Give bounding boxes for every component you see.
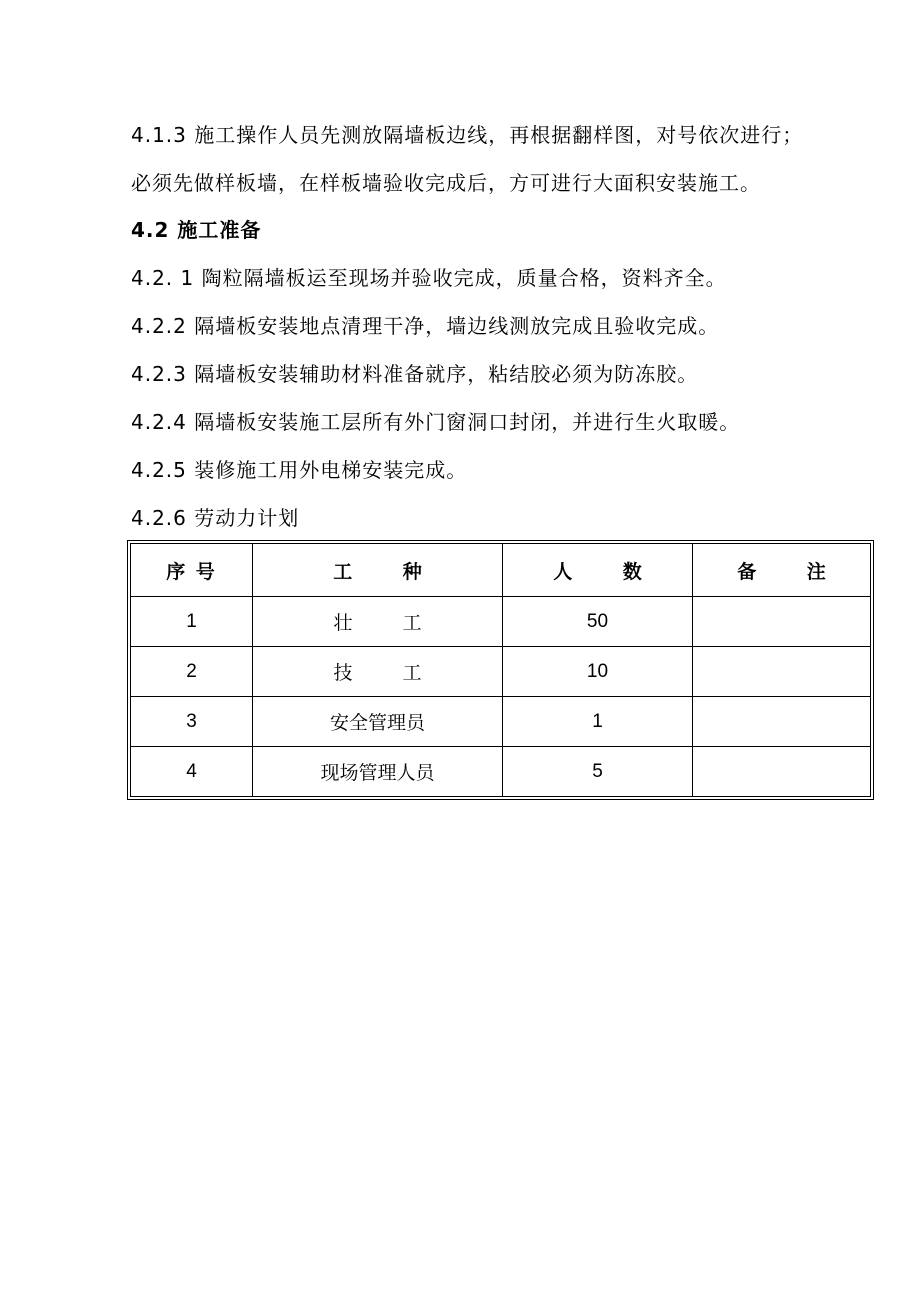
- table-row: [131, 647, 871, 697]
- cell-serial-number: 2: [131, 647, 253, 697]
- cell-work-type: 技 工: [253, 647, 503, 697]
- cell-remarks: [693, 647, 871, 697]
- paragraph-4-1-3-continued: 必须先做样板墙，在样板墙验收完成后，方可进行大面积安装施工。: [131, 171, 761, 195]
- cell-headcount: 50: [503, 597, 693, 647]
- cell-remarks: [693, 697, 871, 747]
- cell-work-type: 现场管理人员: [253, 747, 503, 797]
- cell-work-type: 壮 工: [253, 597, 503, 647]
- cell-headcount: 5: [503, 747, 693, 797]
- cell-serial-number: 4: [131, 747, 253, 797]
- cell-headcount: 1: [503, 697, 693, 747]
- paragraph-4-2-4: 4.2.4 隔墙板安装施工层所有外门窗洞口封闭，并进行生火取暖。: [131, 410, 741, 434]
- paragraph-4-2-2: 4.2.2 隔墙板安装地点清理干净，墙边线测放完成且验收完成。: [131, 314, 720, 338]
- paragraph-4-2-3: 4.2.3 隔墙板安装辅助材料准备就序，粘结胶必须为防冻胶。: [131, 362, 699, 386]
- paragraph-4-1-3: 4.1.3 施工操作人员先测放隔墙板边线，再根据翻样图，对号依次进行；: [131, 123, 804, 147]
- table-row: [131, 747, 871, 797]
- cell-serial-number: 3: [131, 697, 253, 747]
- table-row: [131, 697, 871, 747]
- labor-plan-table: [130, 543, 871, 797]
- cell-remarks: [693, 747, 871, 797]
- cell-remarks: [693, 597, 871, 647]
- table-header-row: [131, 544, 871, 597]
- header-work-type: 工 种: [253, 544, 503, 597]
- paragraph-4-2-5: 4.2.5 装修施工用外电梯安装完成。: [131, 458, 468, 482]
- section-heading-4-2: 4.2 施工准备: [131, 218, 262, 242]
- table-row: [131, 597, 871, 647]
- header-headcount: 人 数: [503, 544, 693, 597]
- header-serial-number: 序 号: [131, 544, 253, 597]
- cell-headcount: 10: [503, 647, 693, 697]
- cell-work-type: 安全管理员: [253, 697, 503, 747]
- header-remarks: 备 注: [693, 544, 871, 597]
- paragraph-4-2-6: 4.2.6 劳动力计划: [131, 506, 300, 530]
- cell-serial-number: 1: [131, 597, 253, 647]
- paragraph-4-2-1: 4.2. 1 陶粒隔墙板运至现场并验收完成，质量合格，资料齐全。: [131, 266, 727, 290]
